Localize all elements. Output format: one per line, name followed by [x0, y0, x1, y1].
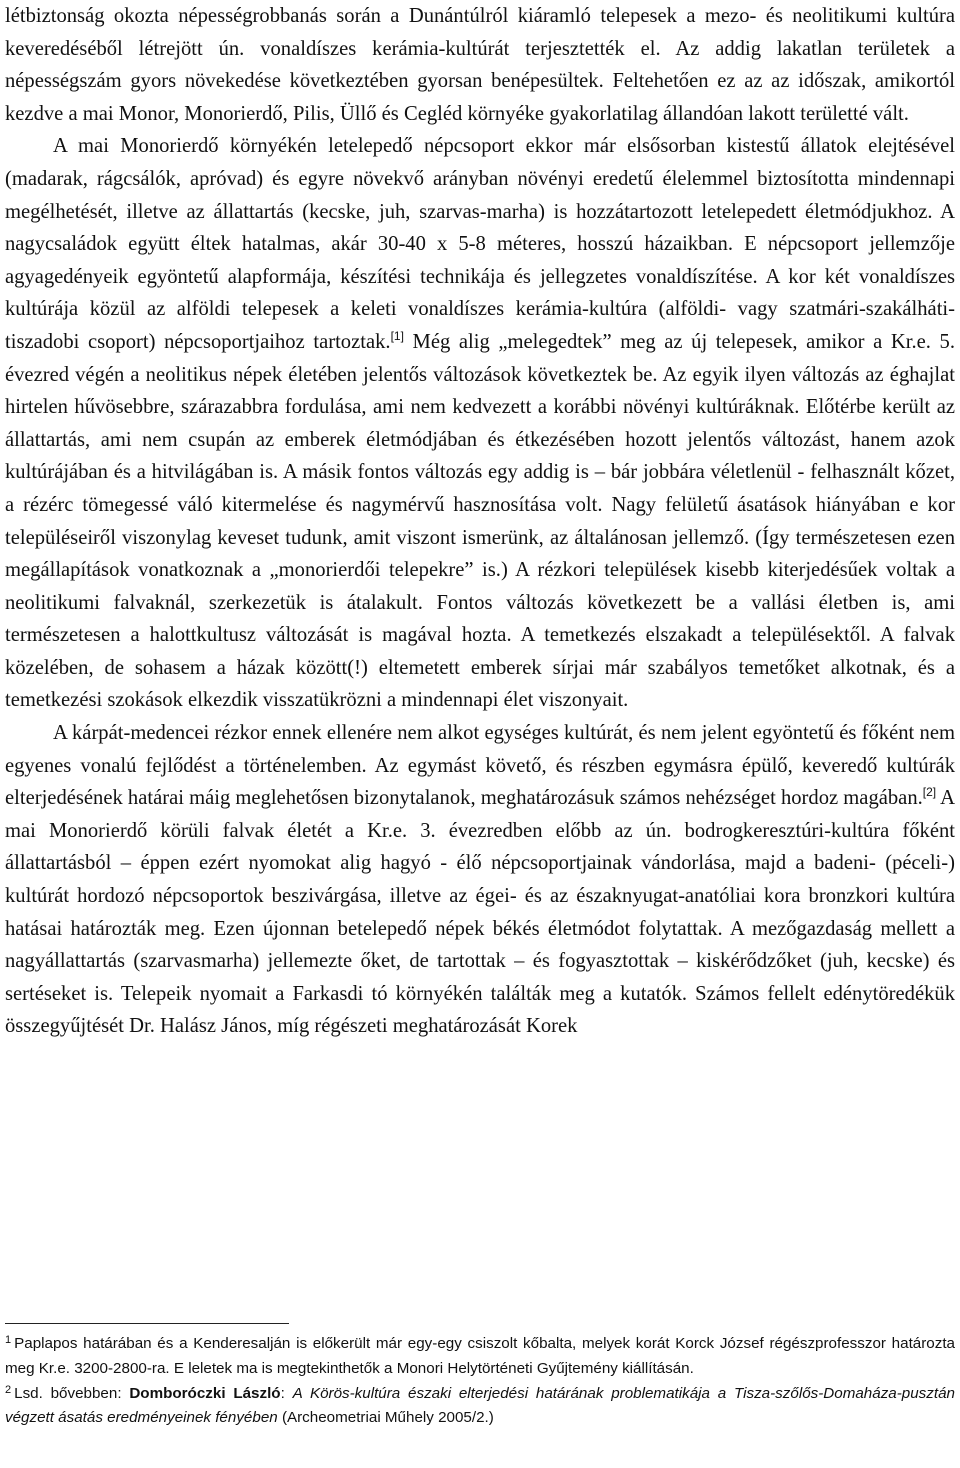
footnote-2-title: A Körös-kultúra északi elterjedési határának problematikája a Tisza-szőlős-Domaháza-pusztán végzett ásatás eredményeinek fényében [5, 1384, 955, 1427]
footnotes [5, 1332, 955, 1431]
paragraph-2 [5, 130, 955, 717]
footnote-1-number: 1 [5, 1334, 12, 1346]
footnote-1-text: Paplapos határában és a Kenderesalján is előkerült már egy-egy csiszolt kőbalta, melyek korát Korck József régészprofesszor határozta meg Kr.e. 3200-2800-ra. E leletek ma is megtekinthetők a Monori Helytörténeti Gyűjtemény kiállításán. [5, 1335, 955, 1377]
paragraph-2-part-b: Még alig „melegedtek” meg az új telepesek, amikor a Kr.e. 5. évezred végén a neolitikus népek életében jelentős változások következtek be. Az egyik ilyen változás az éghajlat hirtelen hűvösebbre, szárazabbra fordulása, ami nem kedvezett a korábbi növényi kultúráknak. Előtérbe került az állattartás, ami nem csupán az emberek életmódjában és étkezésében hozott jelentős változást, hanem azok kultúrájában és a hitvilágában is. A másik fontos változás egy addig is – bár jobbára véletlenül - felhasznált kőzet, a rézérc tömegessé váló kitermelése és nagymérvű hasznosítása volt. Nagy felületű ásatások hiányában e kor településeiről viszonylag keveset tudunk, amit viszont ismerünk, az általánosan jellemző. (Így természetesen ezen megállapítások vonatkoznak a „monorierdői telepekre” is.) A rézkori települések kisebb kiterjedésűek voltak a neolitikumi falvaknál, szerkezetük is átalakult. Fontos változás következett be a vallási életben is, ami természetesen a halottkultusz változását is magával hozta. A temetkezés elszakadt a településektől. A falvak közelében, de sohasem a házak között(!) eltemetett emberek sírjai már szabályos temetőket alkotnak, és a temetkezési szokások elkezdik visszatükrözni a mindennapi élet viszonyait. [5, 330, 955, 712]
paragraph-1: létbiztonság okozta népességrobbanás során a Dunántúlról kiáramló telepesek a mezo- és neolitikumi kultúra keveredéséből létrejött ún. vonaldíszes kerámia-kultúrát terjesztették el. Az addig lakatlan területek a népességszám gyors növekedése következtében gyorsan benépesültek. Feltehetően ez az az időszak, amikortól kezdve a mai Monor, Monorierdő, Pilis, Üllő és Cegléd környéke gyakorlatilag állandóan lakott területté vált. [5, 5, 955, 125]
footnote-2-colon: : [280, 1384, 293, 1402]
paragraph-2-part-a: A mai Monorierdő környékén letelepedő népcsoport ekkor már elsősorban kistestű állatok elejtésével (madarak, rágcsálók, apróvad) és egyre növekvő arányban növényi eredetű élelemmel biztosította mindennapi megélhetését, illetve az állattartás (kecske, juh, szarvas-marha) is hozzátartozott letelepedett életmódjukhoz. A nagycsaládok együtt éltek hatalmas, akár 30-40 x 5-8 méteres, hosszú házaikban. E népcsoport jellemzője agyagedényeik egyöntetű alapformája, készítési technikája és jellegzetes vonaldíszítése. A kor két vonaldíszes kultúrája közül az alföldi telepesek a keleti vonaldíszes kerámia-kultúra (alföldi- vagy szatmári-szakálháti-tiszadobi csoport) népcsoportjaihoz tartoztak. [5, 135, 955, 353]
footnote-separator [5, 1323, 289, 1324]
body-text [5, 0, 955, 1043]
footnote-ref-1[interactable]: [1] [390, 328, 404, 343]
footnote-1 [5, 1332, 955, 1382]
footnote-2 [5, 1382, 955, 1432]
paragraph-3-part-b: A mai Monorierdő körüli falvak életét a Kr.e. 3. évezredben előbb az ún. bodrogkeresztúri-kultúra főként állattartásból – éppen ezért nyomokat alig hagyó - élő népcsoportjainak vándorlása, majd a badeni- (péceli-) kultúrát hordozó népcsoportok beszivárgása, illetve az égei- és az északnyugat-anatóliai kora bronzkori kultúra hatásai határozták meg. Ezen újonnan betelepedő népek békés életmódot folytattak. A mezőgazdaság mellett a nagyállattartás (szarvasmarha) jellemezte őket, de tartottak – és fogyasztottak – kiskérődzőket (juh, kecske) és sertéseket is. Telepeik nyomait a Farkasdi tó környékén találták meg a kutatók. Számos fellelt edénytöredékük összegyűjtését Dr. Halász János, míg régészeti meghatározását Korek [5, 787, 955, 1038]
footnote-2-prefix: Lsd. bővebben: [14, 1384, 130, 1402]
paragraph-3 [5, 717, 955, 1043]
footnote-2-source: (Archeometriai Műhely 2005/2.) [277, 1409, 494, 1427]
paragraph-3-part-a: A kárpát-medencei rézkor ennek ellenére nem alkot egységes kultúrát, és nem jelent egyöntetű és főként nem egyenes vonalú fejlődést a történelemben. Az egymást követő, és részben egymásra épülő, keveredő kultúrák elterjedésének határai máig meglehetősen bizonytalanok, meghatározásuk számos nehézséget hordoz magában. [5, 722, 955, 810]
footnote-2-number: 2 [5, 1383, 12, 1396]
footnote-2-author: Domboróczki László [129, 1384, 281, 1402]
footnote-ref-2[interactable]: [2] [922, 785, 937, 800]
